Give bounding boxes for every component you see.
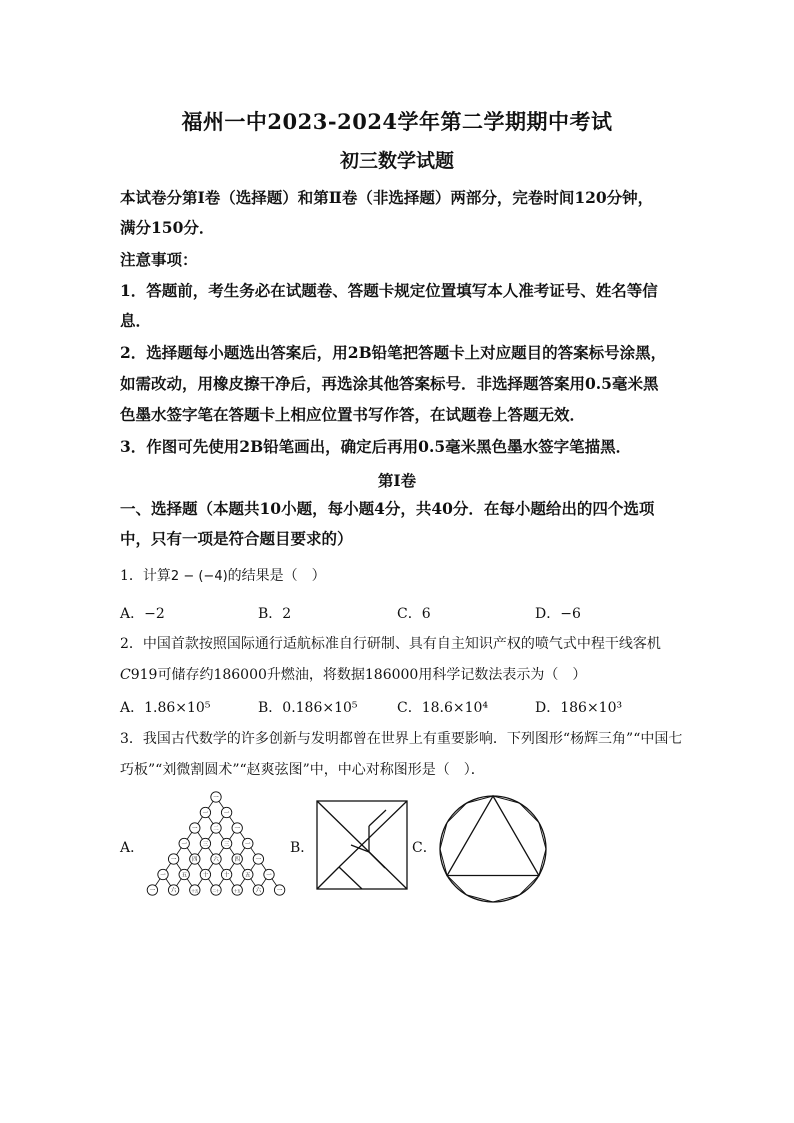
question-3-label-c: C． [412, 840, 437, 856]
question-3-label-a: A． [120, 840, 145, 856]
yanghui-node-label: 六 [255, 888, 262, 894]
yanghui-node-label: 十五 [233, 889, 241, 893]
yanghui-node-label: 一 [181, 841, 187, 848]
notes-title: 注意事项： [120, 250, 198, 269]
yanghui-node-label: 四 [192, 857, 198, 863]
yanghui-node-label: 一 [234, 826, 240, 832]
note-2-c: 色墨水签字笔在答题卡上相应位置书写作答，在试题卷上答题无效． [120, 405, 586, 424]
yanghui-node-label: 一 [276, 888, 283, 894]
yanghui-node-label: 二十 [212, 889, 220, 893]
question-2-line-1: 2．中国首款按照国际通行适航标准自行研制、具有自主知识产权的喷气式中程干线客机 [120, 636, 661, 652]
yanghui-node-label: 十五 [191, 889, 199, 893]
tangram-figure [316, 800, 408, 890]
yanghui-node-label: 一 [255, 857, 262, 863]
note-2-b: 如需改动，用橡皮擦干净后，再选涂其他答案标号．非选择题答案用0.5毫米黑 [120, 374, 659, 393]
intro-line-2: 满分150分． [120, 218, 215, 237]
liuhui-circle [440, 796, 546, 902]
exam-subtitle: 初三数学试题 [339, 150, 454, 172]
question-2-option-a: A．1.86×10⁵ [120, 700, 211, 716]
question-1-option-a: A．−2 [120, 606, 165, 622]
yanghui-node-label: 十 [202, 872, 209, 879]
tangram-mid-edge [339, 867, 362, 889]
question-2-option-c: C．18.6×10⁴ [397, 700, 489, 716]
question-1-option-c: C．6 [397, 606, 431, 622]
section-heading-b: 中，只有一项是符合题目要求的） [120, 529, 353, 548]
yanghui-node-label: 一 [202, 810, 209, 817]
question-3-line-2: 巧板”“刘微割圆术”“赵爽弦图”中，中心对称图形是（ ）． [120, 762, 485, 778]
volume-heading: 第Ⅰ卷 [377, 471, 417, 490]
question-1-expression: 2 − (−4) [170, 569, 228, 584]
yanghui-node-label: 三 [223, 841, 230, 848]
question-2-option-b: B．0.186×10⁵ [258, 700, 358, 716]
yanghui-node-label: 六 [213, 857, 219, 863]
note-1-b: 息． [120, 311, 152, 330]
note-3: 3．作图可先使用2B铅笔画出，确定后再用0.5毫米黑色墨水签字笔描黑． [120, 437, 632, 456]
yanghui-node-label: 三 [202, 841, 209, 848]
question-2-option-d: D．186×10³ [535, 700, 623, 716]
yanghui-node-label: 五 [245, 872, 251, 879]
tangram-bottom-triangle-edge [317, 867, 339, 889]
liuhui-triangle [447, 796, 539, 876]
liuhui-circle-figure [437, 793, 549, 905]
question-1-suffix: 的结果是（ ） [227, 568, 326, 584]
tangram-small-edge [369, 852, 385, 868]
question-1-prefix: 1．计算 [120, 568, 171, 584]
tangram-anti-diagonal [339, 801, 407, 867]
question-3-label-b: B． [290, 840, 315, 856]
question-1-option-b: B．2 [258, 606, 292, 622]
yanghui-node-label: 一 [245, 841, 251, 848]
question-2-line-2-text: 919可储存约186000升燃油，将数据186000用科学记数法表示为（ ） [130, 667, 587, 683]
question-1-option-d: D．−6 [535, 606, 581, 622]
yanghui-node-label: 一 [223, 810, 230, 817]
yanghui-node-label: 一 [266, 872, 272, 879]
question-2-aircraft-letter: C [120, 667, 131, 683]
yanghui-node-label: 一 [213, 795, 219, 801]
section-heading-a: 一、选择题（本题共10小题，每小题4分，共40分．在每小题给出的四个选项 [120, 499, 655, 518]
yanghui-triangle-figure [143, 790, 289, 902]
yanghui-node-label: 六 [170, 888, 177, 894]
yanghui-node-label: 一 [192, 826, 198, 832]
yanghui-node-label: 四 [234, 857, 240, 863]
yanghui-node-label: 二 [213, 826, 219, 832]
yanghui-node-label: 五 [181, 872, 187, 879]
question-1-stem [120, 566, 326, 587]
yanghui-node-label: 一 [149, 888, 156, 894]
note-2-a: 2．选择题每小题选出答案后，用2B铅笔把答题卡上对应题目的答案标号涂黑， [120, 343, 667, 362]
yanghui-node-label: 一 [160, 872, 166, 879]
question-3-line-1: 3．我国古代数学的许多创新与发明都曾在世界上有重要影响．下列图形“杨辉三角”“中国七 [120, 731, 683, 747]
yanghui-node-label: 十 [223, 872, 230, 879]
yanghui-node-label: 一 [170, 857, 177, 863]
exam-title: 福州一中2023-2024学年第二学期期中考试 [181, 109, 613, 134]
question-2-line-2 [120, 665, 586, 685]
note-1-a: 1．答题前，考生务必在试题卷、答题卡规定位置填写本人准考证号、姓名等信 [120, 281, 658, 300]
intro-line-1: 本试卷分第Ⅰ卷（选择题）和第Ⅱ卷（非选择题）两部分，完卷时间120分钟， [120, 188, 654, 207]
